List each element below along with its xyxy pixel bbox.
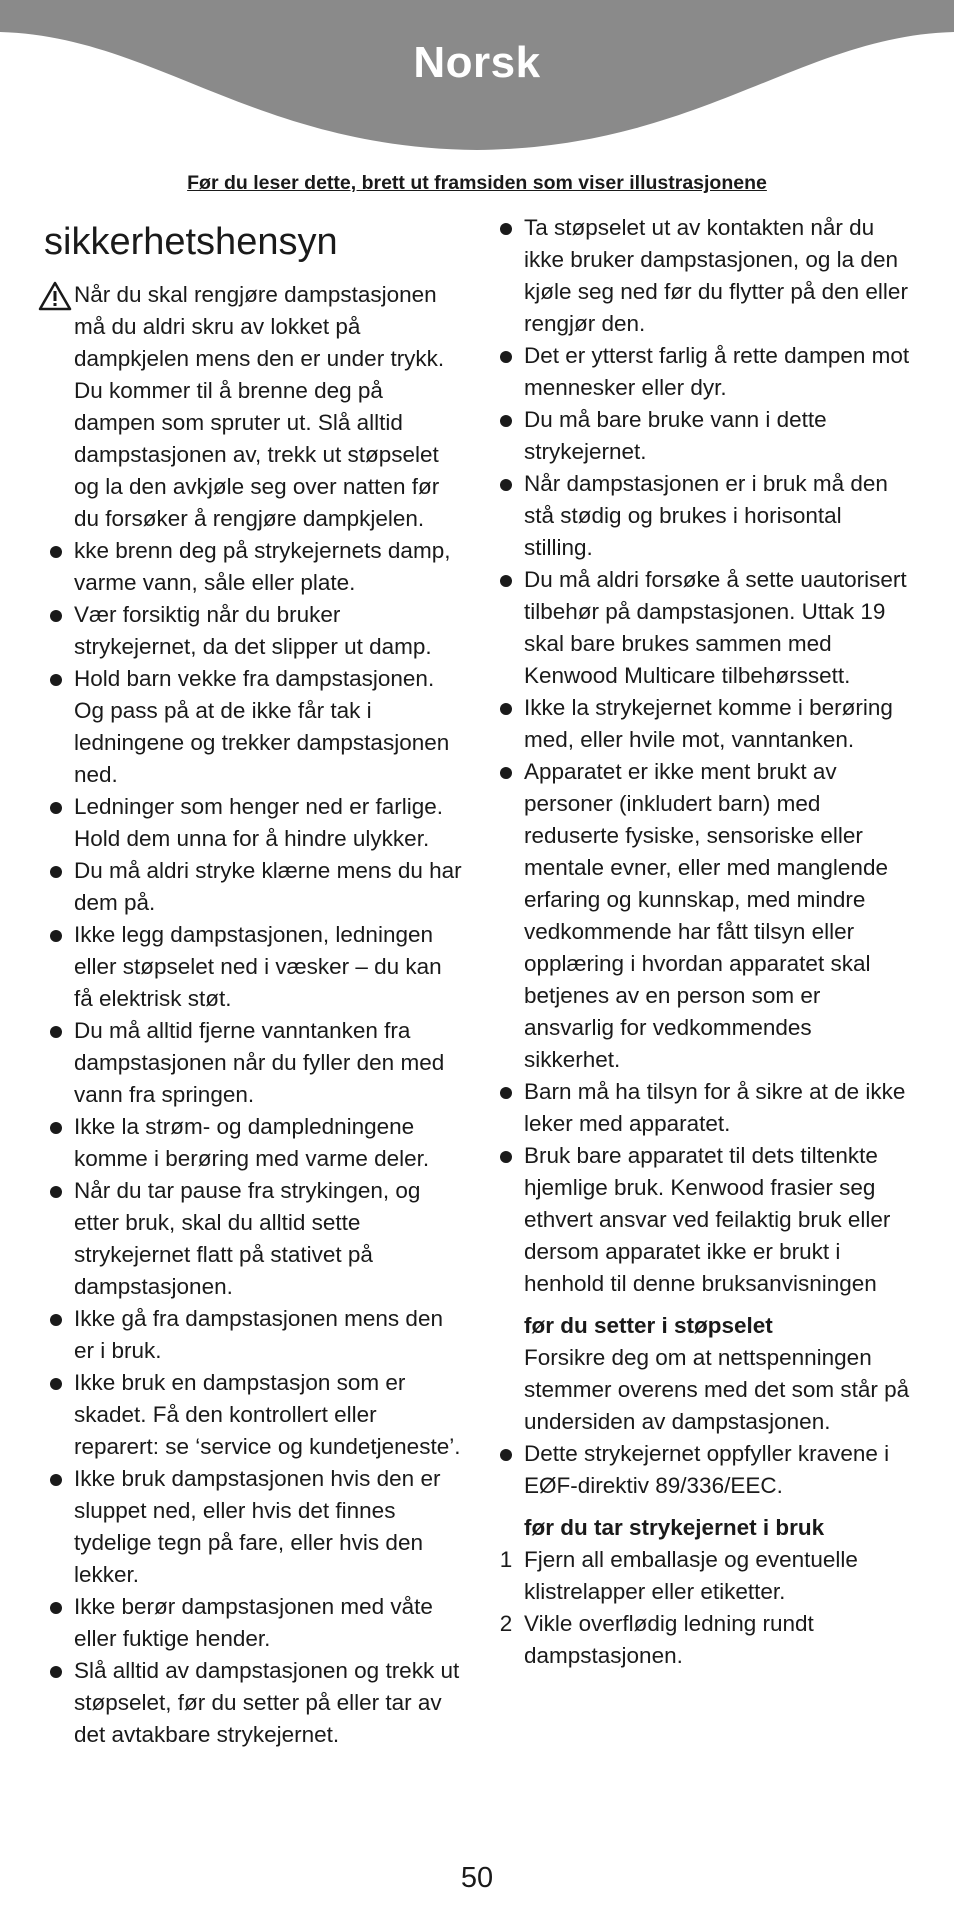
- list-item: [44, 1111, 464, 1175]
- left-bullet-list: [44, 535, 464, 1751]
- bullet-icon: [500, 479, 512, 491]
- list-item-text: Ta støpselet ut av kontakten når du ikke bruker dampstasjonen, og la den kjøle seg ned før du flytter på den eller rengjør den.: [524, 215, 908, 336]
- warning-text: Når du skal rengjøre dampstasjonen må du aldri skru av lokket på dampkjelen mens den er under trykk. Du kommer til å brenne deg på dampen som spruter ut. Slå alltid dampstasjonen av, trekk ut støpselet og la den avkjøle seg over natten før du forsøker å rengjøre dampkjelen.: [74, 282, 445, 531]
- list-item-text: Du må aldri forsøke å sette uautorisert tilbehør på dampstasjonen. Uttak 19 skal bare brukes sammen med Kenwood Multicare tilbehørssett.: [524, 567, 907, 688]
- list-item: [44, 1655, 464, 1751]
- right-bullet-list: [494, 212, 914, 1300]
- step-text: Vikle overflødig ledning rundt dampstasjonen.: [524, 1611, 814, 1668]
- list-item-text: Apparatet er ikke ment brukt av personer (inkludert barn) med reduserte fysiske, sensoriske eller mentale evner, eller med manglende erfaring og kunnskap, med mindre vedkommende har fått tilsyn eller opplæring i hvordan apparatet skal betjenes av en person som er ansvarlig for vedkommendes sikkerhet.: [524, 759, 888, 1072]
- bullet-icon: [50, 930, 62, 942]
- header-banner: [0, 0, 954, 160]
- bullet-icon: [500, 767, 512, 779]
- bullet-icon: [50, 1122, 62, 1134]
- list-item-text: Bruk bare apparatet til dets tiltenkte hjemlige bruk. Kenwood frasier seg ethvert ansvar ved feilaktig bruk eller dersom apparatet ikke er brukt i henhold til denne bruksanvisningen: [524, 1143, 891, 1296]
- list-item-text: Hold barn vekke fra dampstasjonen. Og pass på at de ikke får tak i ledningene og trekker dampstasjonen ned.: [74, 666, 450, 787]
- list-item-text: Ledninger som henger ned er farlige. Hold dem unna for å hindre ulykker.: [74, 794, 443, 851]
- list-item-text: Du må aldri stryke klærne mens du har dem på.: [74, 858, 462, 915]
- list-item: [44, 535, 464, 599]
- list-item: [44, 1463, 464, 1591]
- bullet-icon: [500, 703, 512, 715]
- language-title: Norsk: [413, 38, 541, 87]
- bullet-icon: [50, 1666, 62, 1678]
- bullet-icon: [50, 1474, 62, 1486]
- list-item: [44, 1175, 464, 1303]
- bullet-icon: [50, 1186, 62, 1198]
- first-use-steps: [494, 1544, 914, 1672]
- numbered-step: [494, 1544, 914, 1608]
- list-item: [494, 692, 914, 756]
- step-number: 2: [499, 1611, 513, 1636]
- step-number: 1: [499, 1547, 513, 1572]
- list-item: [494, 340, 914, 404]
- section-heading: sikkerhetshensyn: [44, 221, 338, 263]
- list-item: [44, 919, 464, 1015]
- list-item-text: Ikke bruk en dampstasjon som er skadet. Få den kontrollert eller reparert: se ‘service og kundetjeneste’.: [74, 1370, 461, 1459]
- list-item: [44, 855, 464, 919]
- plug-heading: før du setter i støpselet: [524, 1313, 773, 1338]
- list-item-text: Ikke bruk dampstasjonen hvis den er sluppet ned, eller hvis det finnes tydelige tegn på fare, eller hvis den lekker.: [74, 1466, 441, 1587]
- list-item-text: Vær forsiktig når du bruker strykejernet, da det slipper ut damp.: [74, 602, 432, 659]
- bullet-icon: [500, 223, 512, 235]
- bullet-icon: [500, 415, 512, 427]
- list-item-text: Det er ytterst farlig å rette dampen mot mennesker eller dyr.: [524, 343, 910, 400]
- list-item: [44, 1015, 464, 1111]
- list-item-text: Ikke la strøm- og dampledningene komme i berøring med varme deler.: [74, 1114, 430, 1171]
- list-item-text: Når du tar pause fra strykingen, og etter bruk, skal du alltid sette strykejernet flatt på stativet på dampstasjonen.: [74, 1178, 421, 1299]
- bullet-icon: [50, 610, 62, 622]
- list-item: [494, 212, 914, 340]
- first-use-heading: før du tar strykejernet i bruk: [524, 1515, 825, 1540]
- list-item-text: Ikke legg dampstasjonen, ledningen eller støpselet ned i væsker – du kan få elektrisk støt.: [74, 922, 442, 1011]
- list-item: [44, 1303, 464, 1367]
- list-item: [494, 468, 914, 564]
- list-item: [44, 1591, 464, 1655]
- list-item: [494, 404, 914, 468]
- bullet-icon: [50, 1314, 62, 1326]
- bullet-icon: [50, 802, 62, 814]
- list-item-text: Dette strykejernet oppfyller kravene i EØF-direktiv 89/336/EEC.: [524, 1441, 890, 1498]
- warning-item: [44, 279, 464, 535]
- bullet-icon: [50, 546, 62, 558]
- list-item: [494, 1076, 914, 1140]
- list-item-text: Ikke la strykejernet komme i berøring med, eller hvile mot, vanntanken.: [524, 695, 893, 752]
- warning-triangle-icon: [38, 281, 72, 311]
- bullet-icon: [50, 1602, 62, 1614]
- bullet-icon: [50, 1378, 62, 1390]
- list-item-text: Du må alltid fjerne vanntanken fra dampstasjonen når du fyller den med vann fra springen.: [74, 1018, 445, 1107]
- bullet-icon: [500, 575, 512, 587]
- right-column: [494, 212, 914, 1672]
- bullet-icon: [50, 674, 62, 686]
- step-text: Fjern all emballasje og eventuelle klistrelapper eller etiketter.: [524, 1547, 858, 1604]
- page-number: 50: [460, 1862, 494, 1894]
- bullet-icon: [500, 1449, 512, 1461]
- left-column: [44, 212, 464, 1751]
- list-item: [44, 599, 464, 663]
- list-item-text: Barn må ha tilsyn for å sikre at de ikke leker med apparatet.: [524, 1079, 906, 1136]
- bullet-icon: [500, 1151, 512, 1163]
- numbered-step: [494, 1608, 914, 1672]
- list-item-text: Slå alltid av dampstasjonen og trekk ut støpselet, før du setter på eller tar av det avtakbare strykejernet.: [74, 1658, 460, 1747]
- list-item-text: Ikke gå fra dampstasjonen mens den er i bruk.: [74, 1306, 443, 1363]
- bullet-icon: [500, 1087, 512, 1099]
- list-item: [44, 663, 464, 791]
- plug-text: Forsikre deg om at nettspenningen stemmer overens med det som står på undersiden av dampstasjonen.: [524, 1345, 910, 1434]
- bullet-icon: [50, 866, 62, 878]
- bullet-icon: [500, 351, 512, 363]
- list-item-text: Når dampstasjonen er i bruk må den stå stødig og brukes i horisontal stilling.: [524, 471, 888, 560]
- intro-instruction: Før du leser dette, brett ut framsiden som viser illustrasjonene: [187, 172, 767, 194]
- bullet-icon: [50, 1026, 62, 1038]
- list-item-text: Ikke berør dampstasjonen med våte eller fuktige hender.: [74, 1594, 433, 1651]
- list-item: [44, 791, 464, 855]
- list-item: [494, 1438, 914, 1502]
- list-item: [494, 756, 914, 1076]
- list-item: [494, 1140, 914, 1300]
- list-item-text: Du må bare bruke vann i dette strykejernet.: [524, 407, 827, 464]
- list-item-text: kke brenn deg på strykejernets damp, varme vann, såle eller plate.: [74, 538, 451, 595]
- list-item: [44, 1367, 464, 1463]
- list-item: [494, 564, 914, 692]
